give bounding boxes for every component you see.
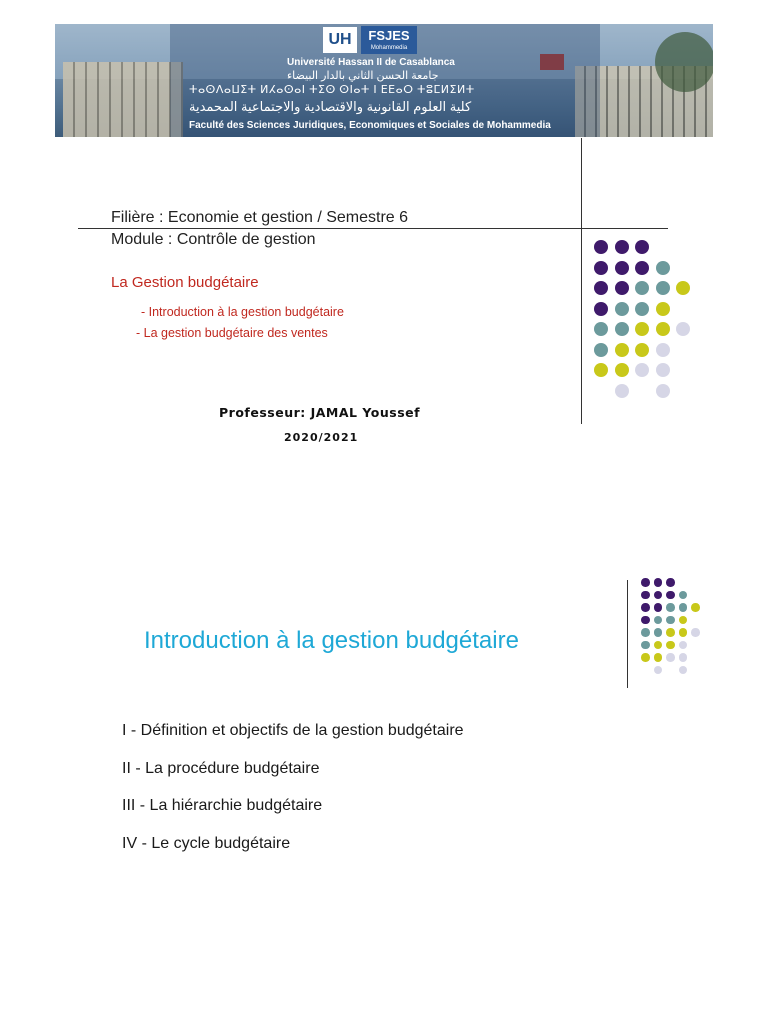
faculty-logo-text: FSJES [368, 28, 410, 43]
outline-item-4: IV - Le cycle budgétaire [122, 835, 291, 852]
decorative-dot [635, 302, 649, 316]
decorative-dot [641, 591, 650, 600]
decorative-dot [691, 603, 700, 612]
decorative-dot [666, 641, 675, 650]
decorative-dot [654, 603, 663, 612]
decorative-dot [666, 628, 675, 637]
decorative-dot [641, 616, 650, 625]
decorative-dot [654, 616, 663, 625]
decorative-dot [656, 343, 670, 357]
decorative-dot [654, 666, 663, 675]
decorative-dot [615, 240, 629, 254]
decorative-dot [654, 591, 663, 600]
slide1-title: La Gestion budgétaire [111, 274, 259, 291]
decorative-dot [615, 363, 629, 377]
decorative-dot [635, 343, 649, 357]
filiere-label: Filière : Economie et gestion / Semestre 6 [111, 209, 409, 226]
decorative-dot [666, 603, 675, 612]
decorative-dot [679, 591, 688, 600]
decorative-dot [635, 261, 649, 275]
decorative-dot [679, 666, 688, 675]
banner-tree [655, 32, 713, 92]
decorative-dot [676, 281, 690, 295]
banner-logos [323, 26, 417, 54]
decorative-dot [594, 322, 608, 336]
decorative-dot [656, 384, 670, 398]
slide1-vertical-divider [581, 138, 582, 424]
decorative-dot [654, 641, 663, 650]
decorative-dot [615, 384, 629, 398]
decorative-dot [635, 281, 649, 295]
decorative-dot [679, 603, 688, 612]
decorative-dot [641, 603, 650, 612]
decorative-dot [666, 616, 675, 625]
faculty-logo-subtext: Mohammedia [370, 45, 408, 51]
professor-name: Professeur: JAMAL Youssef [219, 405, 421, 420]
decorative-dot [656, 363, 670, 377]
decorative-dot [615, 343, 629, 357]
decorative-dot [635, 363, 649, 377]
decorative-dot [654, 653, 663, 662]
slide1-horizontal-divider [78, 228, 668, 229]
university-banner [55, 24, 713, 137]
decorative-dot [654, 578, 663, 587]
decorative-dot [594, 261, 608, 275]
banner-faculty-fr: Faculté des Sciences Juridiques, Economiques et Sociales de Mohammedia [189, 120, 551, 131]
outline-item-1: I - Définition et objectifs de la gestion budgétaire [122, 722, 464, 739]
decorative-dot [641, 578, 650, 587]
decorative-dot [691, 628, 700, 637]
slide2-vertical-divider [627, 580, 628, 688]
decorative-dot [594, 281, 608, 295]
university-logo: UH [323, 27, 357, 53]
faculty-logo [361, 26, 417, 54]
decorative-dot [679, 653, 688, 662]
decorative-dot [656, 322, 670, 336]
banner-university-ar: جامعة الحسن الثاني بالدار البيضاء [287, 70, 439, 82]
banner-tifinagh: ⵜⴰⵙⴷⴰⵡⵉⵜ ⵍⵃⴰⵙⴰⵏ ⵜⵉⵙ ⵙⵏⴰⵜ ⵏ ⴹⴹⴰⵔ ⵜⵓⵎⵍⵉⵍⵜ [189, 84, 475, 96]
decorative-dot [615, 302, 629, 316]
decorative-dot [679, 641, 688, 650]
slide1-subtitle-2: - La gestion budgétaire des ventes [136, 326, 328, 340]
slide2-title: Introduction à la gestion budgétaire [144, 627, 519, 654]
decorative-dot [679, 616, 688, 625]
decorative-dot [656, 261, 670, 275]
decorative-dot [615, 261, 629, 275]
decorative-dot [594, 343, 608, 357]
decorative-dot [615, 281, 629, 295]
banner-building-left [63, 62, 183, 137]
decorative-dot [641, 641, 650, 650]
decorative-dot [641, 653, 650, 662]
decorative-dot [666, 591, 675, 600]
decorative-dot [656, 302, 670, 316]
decorative-dot [656, 281, 670, 295]
decorative-dot [679, 628, 688, 637]
decorative-dot [615, 322, 629, 336]
decorative-dot [635, 322, 649, 336]
banner-faculty-ar: كلية العلوم القانونية والاقتصادية والاجتماعية المحمدية [189, 99, 472, 114]
decorative-dot [635, 240, 649, 254]
decorative-dot [666, 653, 675, 662]
decorative-dot [654, 628, 663, 637]
decorative-dot [594, 240, 608, 254]
decorative-dot [641, 628, 650, 637]
academic-year: 2020/2021 [284, 431, 359, 444]
decorative-dot [676, 322, 690, 336]
outline-item-3: III - La hiérarchie budgétaire [122, 797, 323, 814]
module-label: Module : Contrôle de gestion [111, 231, 316, 248]
decorative-dot [594, 363, 608, 377]
slide1-subtitle-1: - Introduction à la gestion budgétaire [141, 305, 344, 319]
outline-item-2: II - La procédure budgétaire [122, 760, 320, 777]
decorative-dot [594, 302, 608, 316]
decorative-dot [666, 578, 675, 587]
banner-university-fr: Université Hassan II de Casablanca [287, 57, 455, 68]
